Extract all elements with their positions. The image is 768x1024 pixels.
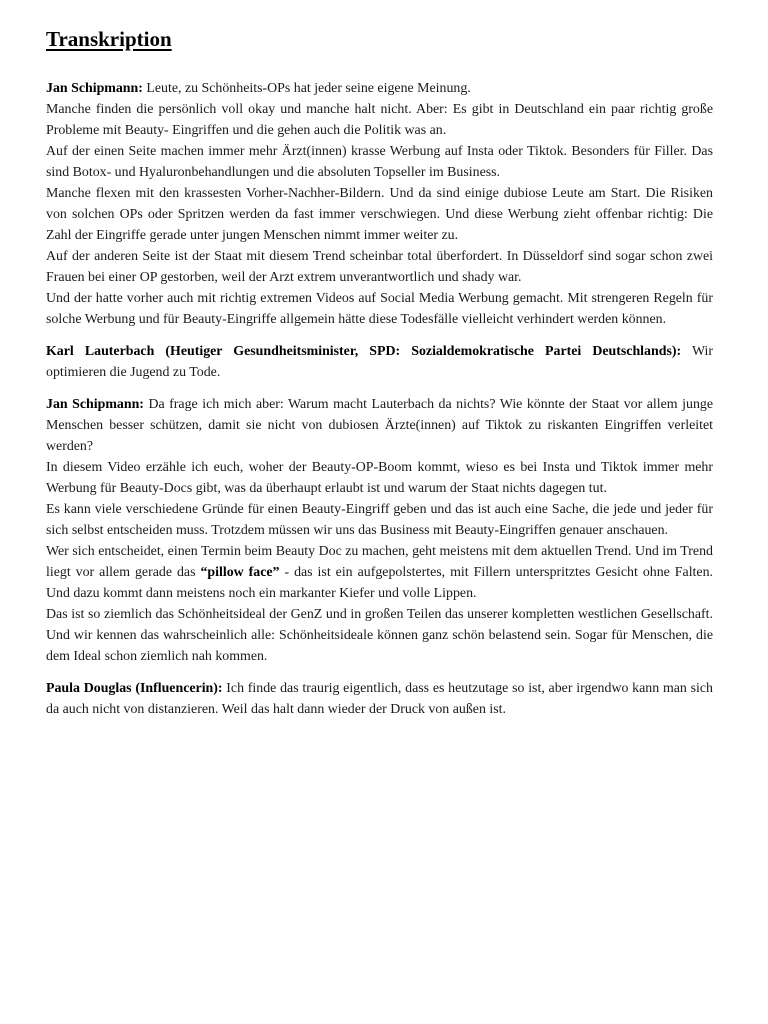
paragraph [46, 678, 713, 720]
pillow-face-term: “pillow face” [200, 565, 280, 580]
trend-text-after: - das ist ein aufgepolstertes, mit Fillern unterspritztes Gesicht ohne Falten. Und dazu kommt dann meistens noch ein markanter Kiefer und volle Lippen. [46, 565, 714, 601]
paragraph: Auf der anderen Seite ist der Staat mit diesem Trend scheinbar total überfordert. In Düsseldorf sind sogar schon zwei Frauen bei einer OP gestorben, weil der Arzt extrem unverantwortlich und shady war. [46, 249, 713, 285]
trend-text-before: Wer sich entscheidet, einen Termin beim Beauty Doc zu machen, geht meistens mit dem aktuellen Trend. Und im Trend liegt vor allem gerade das [46, 544, 713, 580]
paragraph-pillow-face [46, 541, 713, 604]
paragraph: Manche finden die persönlich voll okay und manche halt nicht. Aber: Es gibt in Deutschland ein paar richtig große Probleme mit Beauty- Eingriffen und die gehen auch die Politik was an. [46, 102, 713, 138]
paragraph: Manche flexen mit den krassesten Vorher-Nachher-Bildern. Und da sind einige dubiose Leute am Start. Die Risiken von solchen OPs oder Spritzen werden da fast immer verschwiegen. Und diese Werbung zieht offenbar richtig: Die Zahl der Eingriffe gerade unter jungen Menschen nimmt immer weiter zu. [46, 186, 713, 243]
speaker-name: Paula Douglas (Influencerin): [46, 681, 223, 696]
speech-text: Leute, zu Schönheits-OPs hat jeder seine eigene Meinung. [146, 81, 471, 96]
speaker-block-jan-schipmann-main [46, 394, 713, 667]
paragraph [46, 78, 713, 99]
speech-text: Wir optimieren die Jugend zu Tode. [46, 344, 713, 380]
speaker-block-jan-schipmann-intro [46, 78, 713, 330]
paragraph [46, 394, 713, 457]
transcript-page [46, 24, 713, 731]
paragraph: Es kann viele verschiedene Gründe für einen Beauty-Eingriff geben und das ist auch eine Sache, die jede und jeder für sich selbst entscheiden muss. Trotzdem müssen wir uns das Business mit Beauty-Eingriffen genauer anschauen. [46, 502, 713, 538]
paragraph: Das ist so ziemlich das Schönheitsideal der GenZ und in großen Teilen das unserer kompletten westlichen Gesellschaft. Und wir kennen das wahrscheinlich alle: Schönheitsideale können ganz schön belastend sein. Sogar für Menschen, die dem Ideal schon ziemlich nah kommen. [46, 607, 713, 664]
speaker-block-paula-douglas [46, 678, 713, 720]
speech-text: Da frage ich mich aber: Warum macht Lauterbach da nichts? Wie könnte der Staat vor allem junge Menschen besser schützen, damit sie nicht von dubiosen Ärzte(innen) auf Tiktok zu riskanten Eingriffen verleitet werden? [46, 397, 713, 454]
speaker-name: Karl Lauterbach (Heutiger Gesundheitsminister, SPD: Sozialdemokratische Partei Deutschlands): [46, 344, 682, 359]
paragraph [46, 341, 713, 383]
paragraph: Und der hatte vorher auch mit richtig extremen Videos auf Social Media Werbung gemacht. Mit strengeren Regeln für solche Werbung und für Beauty-Eingriffe allgemein hätte diese Todesfälle vielleicht verhindert werden können. [46, 291, 713, 327]
speech-text: Ich finde das traurig eigentlich, dass es heutzutage so ist, aber irgendwo kann man sich da auch nicht von distanzieren. Weil das halt dann wieder der Druck von außen ist. [46, 681, 713, 717]
paragraph: Auf der einen Seite machen immer mehr Ärzt(innen) krasse Werbung auf Insta oder Tiktok. Besonders für Filler. Das sind Botox- und Hyaluronbehandlungen und die absoluten Topseller im Business. [46, 144, 713, 180]
speaker-block-karl-lauterbach [46, 341, 713, 383]
speaker-name: Jan Schipmann: [46, 397, 144, 412]
paragraph: In diesem Video erzähle ich euch, woher der Beauty-OP-Boom kommt, wieso es bei Insta und Tiktok immer mehr Werbung für Beauty-Docs gibt, was da überhaupt erlaubt ist und warum der Staat nichts dagegen tut. [46, 460, 713, 496]
document-title: Transkription [46, 27, 172, 51]
speaker-name: Jan Schipmann: [46, 81, 143, 96]
